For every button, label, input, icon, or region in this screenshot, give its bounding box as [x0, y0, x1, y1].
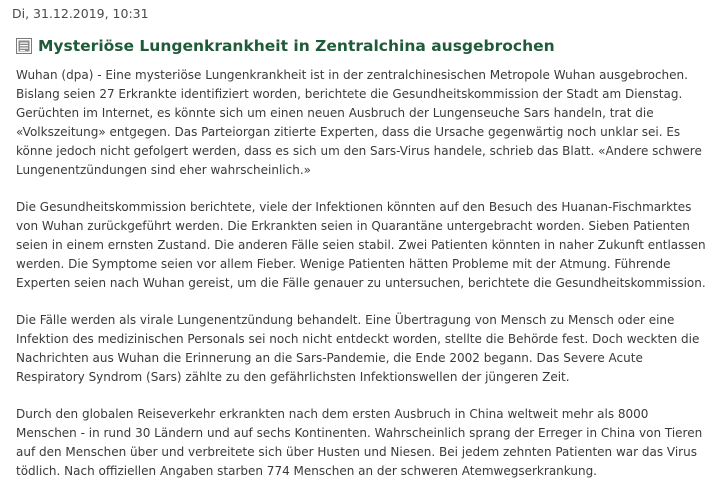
- scrollbar[interactable]: [713, 0, 719, 449]
- article-paragraph: Durch den globalen Reiseverkehr erkrankten nach dem ersten Ausbruch in China weltweit mehr als 8000 Menschen - in rund 30 Ländern und auf sechs Kontinenten. Wahrscheinlich sprang der Erreger in China von Tieren auf den Menschen über und verbreitete sich über Husten und Niesen. Bei jedem zehnten Patienten war das Virus tödlich. Nach offiziellen Angaben starben 774 Menschen an der schweren Atemwegserkrankung.: [16, 407, 703, 478]
- article-body: [16, 66, 706, 499]
- article-paragraph: Wuhan (dpa) - Eine mysteriöse Lungenkrankheit ist in der zentralchinesischen Metropole Wuhan ausgebrochen. Bislang seien 27 Erkrankte identifiziert worden, berichtete die Gesundheitskommission der Stadt am Dienstag. Gerüchten im Internet, es könnte sich um einen neuen Ausbruch der Lungenseuche Sars handeln, trat die «Volkszeitung» entgegen. Das Parteiorgan zitierte Experten, dass die Ursache gegenwärtig noch unklar sei. Es könne jedoch nicht gefolgert werden, dass es sich um den Sars-Virus handele, schrieb das Blatt. «Andere schwere Lungenentzündungen sind eher wahrscheinlich.»: [16, 68, 702, 177]
- headline-row: [16, 36, 555, 56]
- article-headline: Mysteriöse Lungenkrankheit in Zentralchina ausgebrochen: [38, 37, 555, 55]
- article-paragraph: Die Fälle werden als virale Lungenentzündung behandelt. Eine Übertragung von Mensch zu Mensch oder eine Infektion des medizinischen Personals sei noch nicht entdeckt worden, stellte die Behörde fest. Doch weckten die Nachrichten aus Wuhan die Erinnerung an die Sars-Pandemie, die Ende 2002 begann. Das Severe Acute Respiratory Syndrom (Sars) zählte zu den gefährlichsten Infektionswellen der jüngeren Zeit.: [16, 313, 700, 384]
- document-icon: [16, 38, 32, 54]
- article-paragraph: Die Gesundheitskommission berichtete, viele der Infektionen könnten auf den Besuch des Huanan-Fischmarktes von Wuhan zurückgeführt werden. Die Erkrankten seien in Quarantäne untergebracht worden. Sieben Patienten seien in einem ernsten Zustand. Die anderen Fälle seien stabil. Zwei Patienten könnten in naher Zukunft entlassen werden. Die Symptome seien vor allem Fieber. Wenige Patienten hätten Probleme mit der Atmung. Führende Experten seien nach Wuhan gereist, um die Fälle genauer zu untersuchen, berichtete die Gesundheitskommission.: [16, 200, 706, 290]
- article-date: Di, 31.12.2019, 10:31: [12, 6, 149, 21]
